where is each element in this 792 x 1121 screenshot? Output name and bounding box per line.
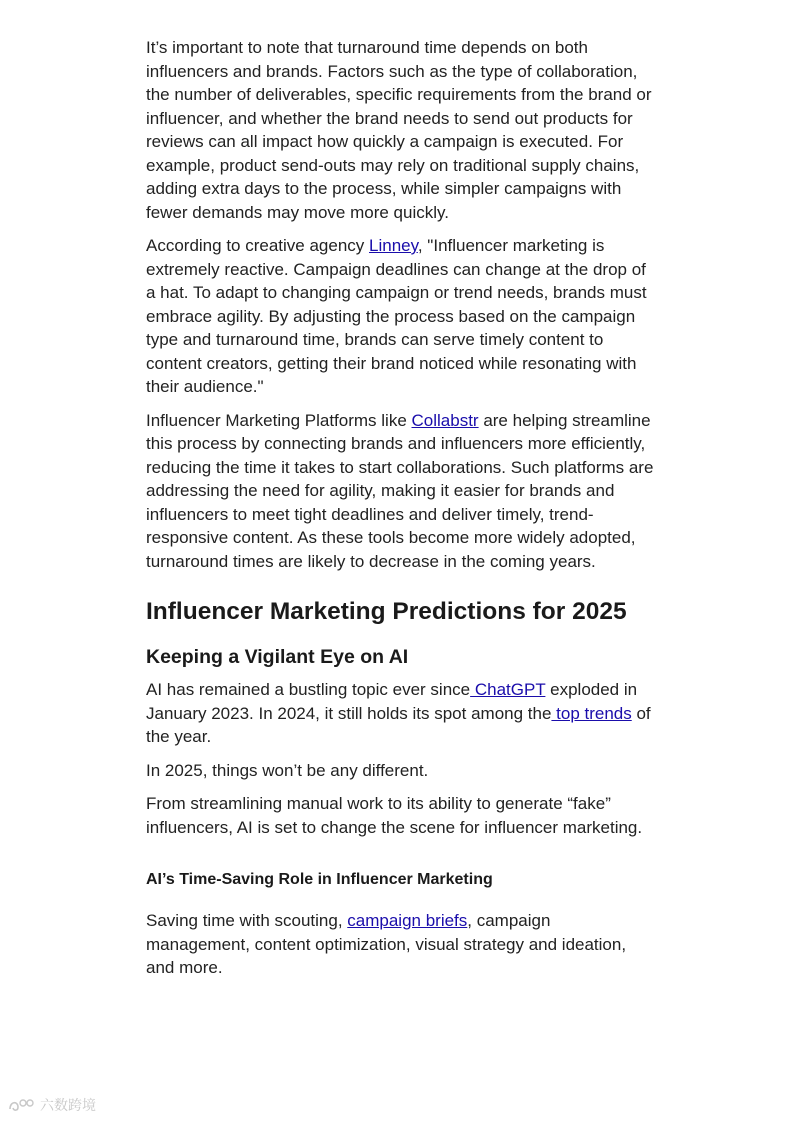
paragraph-ai-topic bbox=[146, 678, 654, 749]
paragraph-2025 bbox=[146, 759, 654, 783]
subheading-time-saving: AI’s Time-Saving Role in Influencer Marketing bbox=[146, 871, 493, 888]
paragraph-collabstr bbox=[146, 409, 654, 574]
paragraph-text: , "Influencer marketing is extremely reactive. Campaign deadlines can change at the drop of a hat. To adapt to changing campaign or trend needs, brands must embrace agility. By adjusting the process based on the campaign type and turnaround time, brands can serve timely content to content creators, getting their brand noticed while resonating with their audience." bbox=[146, 236, 647, 396]
paragraph-time-saving bbox=[146, 909, 654, 980]
paragraph-text: Saving time with scouting, bbox=[146, 911, 348, 930]
section-heading-predictions: Influencer Marketing Predictions for 2025 bbox=[146, 598, 627, 625]
top-trends-link[interactable]: top trends bbox=[551, 703, 632, 723]
paragraph-text: From streamlining manual work to its ability to generate “fake” influencers, AI is set to change the scene for influencer marketing. bbox=[146, 794, 643, 837]
linney-link[interactable]: Linney bbox=[369, 236, 418, 255]
watermark-text: 六数跨境 bbox=[40, 1098, 96, 1114]
paragraph-text: AI has remained a bustling topic ever since bbox=[146, 680, 471, 699]
paragraph-text: In 2025, things won’t be any different. bbox=[146, 760, 429, 780]
watermark-logo-icon bbox=[8, 1097, 36, 1113]
paragraph-text: According to creative agency bbox=[146, 236, 370, 255]
campaign-briefs-link[interactable]: campaign briefs bbox=[347, 911, 468, 930]
paragraph-fake-influencers bbox=[146, 792, 654, 839]
chatgpt-link[interactable]: ChatGPT bbox=[470, 680, 546, 699]
paragraph-text: It’s important to note that turnaround time depends on both influencers and brands. Factors such as the type of collaboration, the number of deliverables, specific requirements from the brand or influencer, and whether the brand needs to send out products for reviews can all impact how quickly a campaign is executed. For example, product send-outs may rely on traditional supply chains, adding extra days to the process, while simpler campaigns with fewer demands may move more quickly. bbox=[146, 38, 652, 222]
article-body bbox=[146, 36, 654, 990]
paragraph-text: , campaign management, content optimization, visual strategy and ideation, and more. bbox=[146, 911, 627, 977]
collabstr-link[interactable]: Collabstr bbox=[411, 410, 479, 430]
paragraph-text: exploded in January 2023. In 2024, it still holds its spot among the bbox=[146, 680, 638, 723]
paragraph-linney-quote bbox=[146, 234, 654, 399]
paragraph-text: Influencer Marketing Platforms like bbox=[146, 410, 412, 430]
watermark bbox=[8, 1095, 96, 1115]
paragraph-turnaround bbox=[146, 36, 654, 224]
subheading-ai: Keeping a Vigilant Eye on AI bbox=[146, 646, 409, 668]
paragraph-text: are helping streamline this process by connecting brands and influencers more efficiently, reducing the time it takes to start collaborations. Such platforms are addressing the need for agility, making it easier for brands and influencers to meet tight deadlines and deliver timely, trend-responsive content. As these tools become more widely adopted, turnaround times are likely to decrease in the coming years. bbox=[146, 410, 654, 571]
paragraph-text: of the year. bbox=[146, 703, 651, 746]
